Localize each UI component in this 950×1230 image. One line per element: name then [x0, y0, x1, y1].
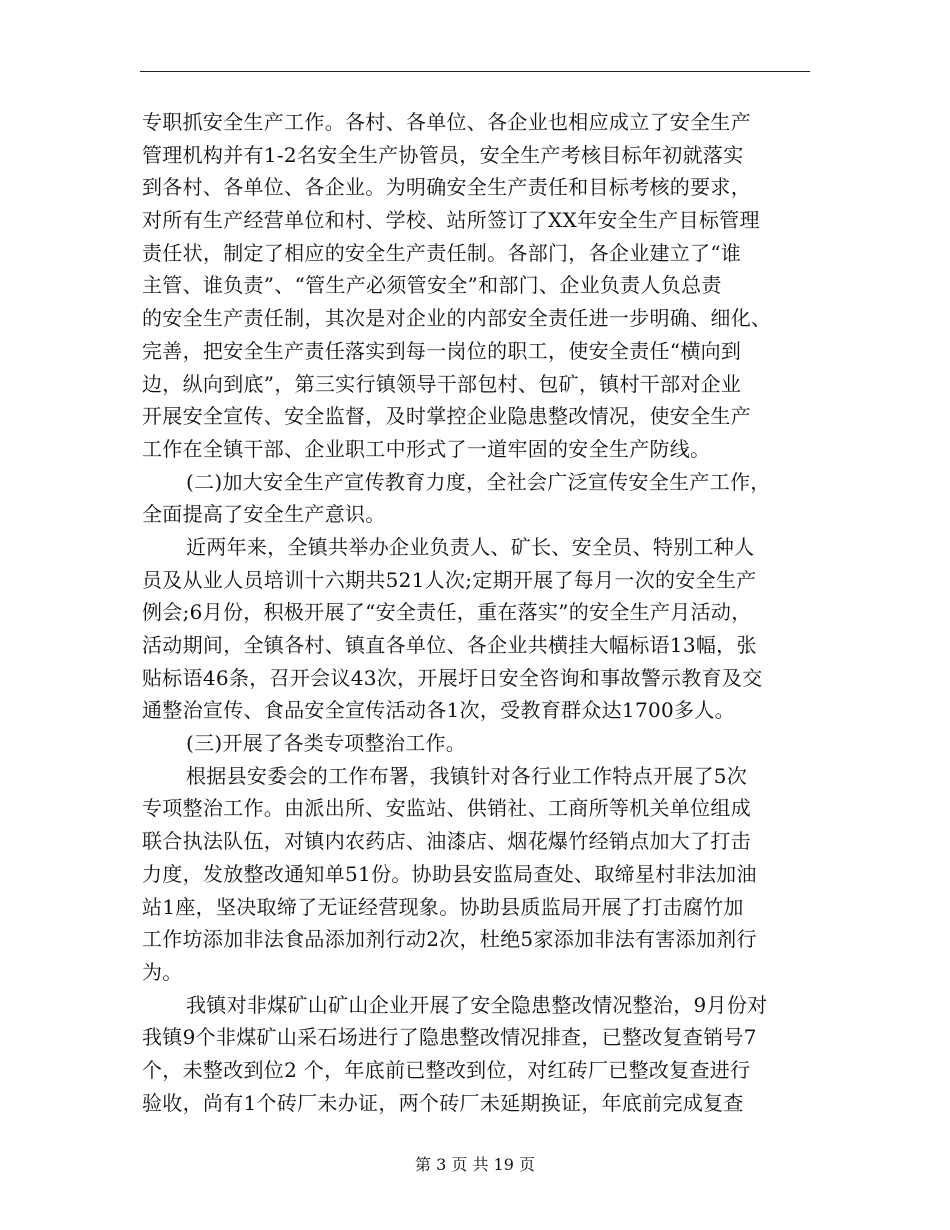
text-line: 员及从业人员培训十六期共521人次;定期开展了每月一次的安全生产 [142, 567, 757, 592]
text-line: 为。 [142, 959, 183, 984]
text-line: 根据县安委会的工作布署，我镇针对各行业工作特点开展了5次 [186, 763, 748, 788]
text-line: 专项整治工作。由派出所、安监站、供销社、工商所等机关单位组成 [142, 796, 751, 821]
text-line: 通整治宣传、食品安全宣传活动各1次，受教育群众达1700多人。 [142, 698, 735, 723]
text-line: 边，纵向到底”，第三实行镇领导干部包村、包矿，镇村干部对企业 [142, 371, 742, 396]
text-line: 活动期间，全镇各村、镇直各单位、各企业共横挂大幅标语13幅，张 [142, 633, 757, 657]
page-number-label: 第 3 页 共 19 页 [415, 1155, 535, 1174]
text-line: 工作在全镇干部、企业职工中形式了一道牢固的安全生产防线。 [142, 436, 711, 461]
text-line: 到各村、各单位、各企业。为明确安全生产责任和目标考核的要求， [142, 175, 751, 200]
text-line: 例会;6月份，积极开展了“安全责任，重在落实”的安全生产月活动， [142, 600, 752, 625]
text-line: (二)加大安全生产宣传教育力度，全社会广泛宣传安全生产工作， [186, 469, 771, 494]
text-line: 个，未整改到位2 个，年底前已整改到位，对红砖厂已整改复查进行 [142, 1057, 751, 1082]
text-line: (三)开展了各类专项整治工作。 [186, 731, 467, 756]
text-line: 贴标语46条，召开会议43次，开展圩日安全咨询和事故警示教育及交 [142, 665, 763, 690]
text-line: 完善，把安全生产责任落实到每一岗位的职工，使安全责任“横向到 [142, 338, 742, 363]
text-line: 管理机构并有1-2名安全生产协管员，安全生产考核目标年初就落实 [142, 142, 744, 167]
text-line: 我镇对非煤矿山矿山企业开展了安全隐患整改情况整治，9月份对 [186, 992, 768, 1017]
header-rule [140, 71, 810, 72]
text-line: 全面提高了安全生产意识。 [142, 502, 386, 527]
text-line: 专职抓安全生产工作。各村、各单位、各企业也相应成立了安全生产 [142, 110, 751, 134]
text-line: 力度，发放整改通知单51份。协助县安监局查处、取缔星村非法加油 [142, 861, 757, 886]
text-line: 站1座，坚决取缔了无证经营现象。协助县质监局开展了打击腐竹加 [142, 894, 744, 919]
page-footer [0, 1153, 950, 1177]
text-line: 责任状，制定了相应的安全生产责任制。各部门，各企业建立了“谁 [142, 240, 742, 265]
text-line: 我镇9个非煤矿山采石场进行了隐患整改情况排查，已整改复查销号7 [142, 1025, 757, 1050]
text-line: 工作坊添加非法食品添加剂行动2次，杜绝5家添加非法有害添加剂行 [142, 927, 757, 952]
text-line: 近两年来，全镇共举办企业负责人、矿长、安全员、特别工种人 [186, 534, 755, 559]
text-line: 主管、谁负责”、“管生产必须管安全”和部门、企业负责人负总责 [142, 273, 722, 298]
text-line: 的安全生产责任制，其次是对企业的内部安全责任进一步明确、细化、 [142, 306, 772, 331]
text-line: 验收，尚有1个砖厂未办证，两个砖厂未延期换证，年底前完成复查 [142, 1090, 744, 1115]
body-text [142, 106, 810, 1119]
text-line: 对所有生产经营单位和村、学校、站所签订了XX年安全生产目标管理 [142, 208, 760, 233]
text-line: 联合执法队伍，对镇内农药店、油漆店、烟花爆竹经销点加大了打击 [142, 829, 751, 854]
text-line: 开展安全宣传、安全监督，及时掌控企业隐患整改情况，使安全生产 [142, 404, 751, 429]
